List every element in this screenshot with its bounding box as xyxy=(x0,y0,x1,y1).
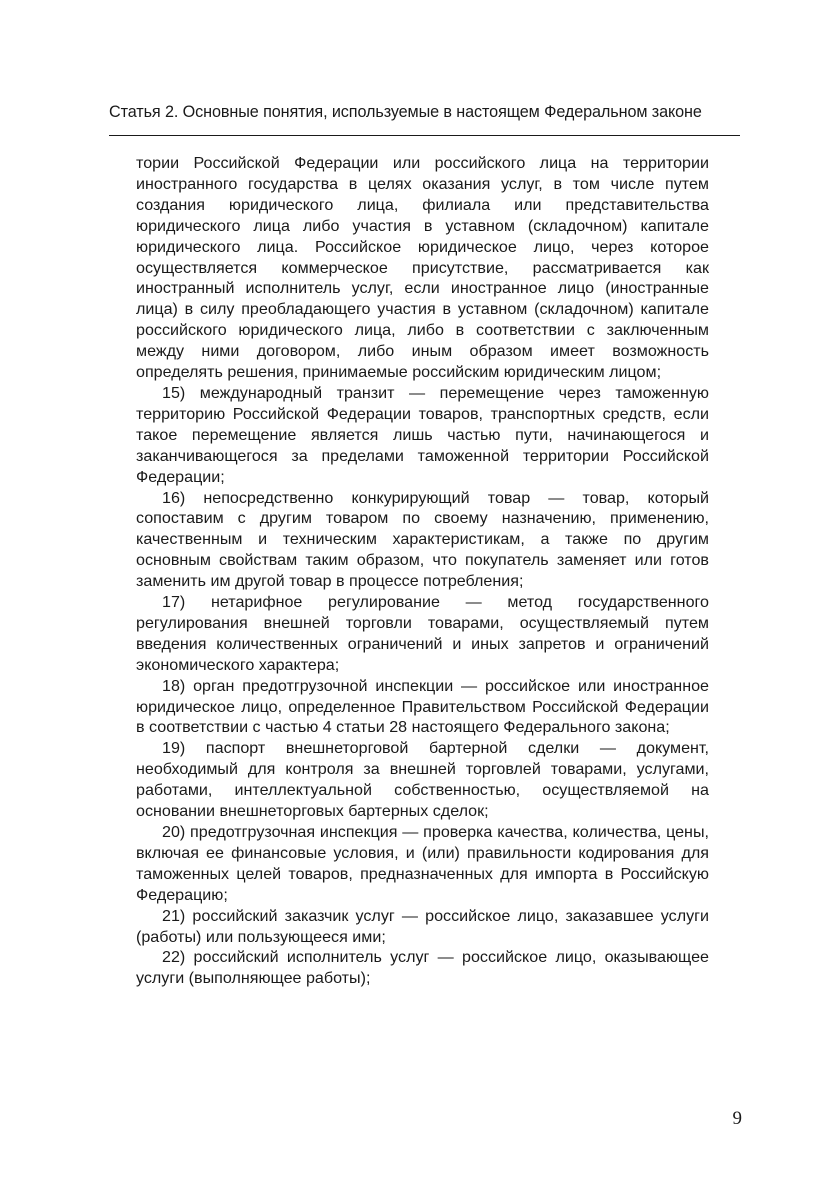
definition-item-18: 18) орган предотгрузочной инспекции — российское или иностранное юридическое лицо, определенное Правительством Российской Федерации в соответствии с частью 4 статьи 28 настоящего Федерального закона; xyxy=(136,676,709,737)
running-header: Статья 2. Основные понятия, используемые в настоящем Федеральном законе xyxy=(109,103,702,121)
definition-item-21: 21) российский заказчик услуг — российское лицо, заказавшее услуги (работы) или пользующееся ими; xyxy=(136,906,709,946)
definition-item-22: 22) российский исполнитель услуг — российское лицо, оказывающее услуги (выполняющее работы); xyxy=(136,948,709,988)
article-body xyxy=(136,153,709,989)
definition-item-17: 17) нетарифное регулирование — метод государственного регулирования внешней торговли товарами, осуществляемый путем введения количественных ограничений и иных запретов и ограничений экономического характера; xyxy=(136,593,709,674)
definition-item-15: 15) международный транзит — перемещение через таможенную территорию Российской Федерации товаров, транспортных средств, если такое перемещение является лишь частью пути, начинающегося и заканчивающегося за пределами таможенной территории Российской Федерации; xyxy=(136,383,709,486)
definition-item-20: 20) предотгрузочная инспекция — проверка качества, количества, цены, включая ее финансовые условия, и (или) правильности кодирования для таможенных целей товаров, предназначенных для импорта в Российскую Федерацию; xyxy=(136,823,709,904)
header-divider xyxy=(109,135,740,136)
definition-item-16: 16) непосредственно конкурирующий товар — товар, который сопоставим с другим товаром по своему назначению, применению, качественным и техническим характеристикам, а также по другим основным свойствам таким образом, что покупатель заменяет или готов заменить им другой товар в процессе потребления; xyxy=(136,488,709,591)
definition-item-19: 19) паспорт внешнеторговой бартерной сделки — документ, необходимый для контроля за внешней торговлей товарами, услугами, работами, интеллектуальной собственностью, осуществляемой на основании внешнеторговых бартерных сделок; xyxy=(136,739,709,821)
page-number: 9 xyxy=(732,1108,742,1129)
continuation-paragraph: тории Российской Федерации или российского лица на территории иностранного государства в целях оказания услуг, в том числе путем создания юридического лица, филиала или представительства юридического лица либо участия в уставном (складочном) капитале юридического лица. Российское юридическое лицо, через которое осуществляется коммерческое присутствие, рассматривается как иностранный исполнитель услуг, если иностранное лицо (иностранные лица) в силу преобладающего участия в уставном (складочном) капитале российского юридического лица, либо в соответствии с заключенным между ними договором, либо иным образом имеет возможность определять решения, принимаемые российским юридическим лицом; xyxy=(136,154,709,382)
